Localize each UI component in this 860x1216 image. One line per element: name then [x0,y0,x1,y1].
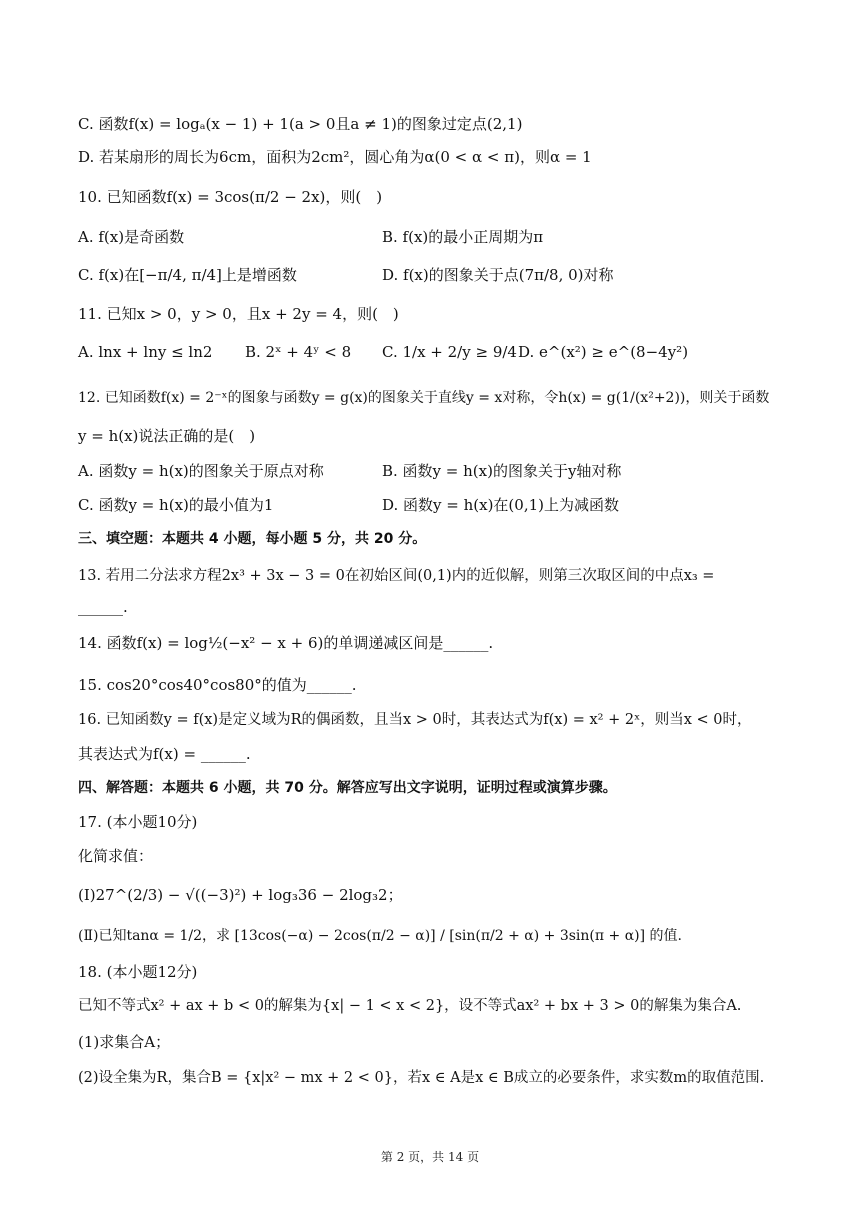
q12-option-b: B. 函数y = h(x)的图象关于y轴对称 [382,462,622,480]
q17-part-1: (Ⅰ)27^(2/3) − √((−3)²) + log₃36 − 2log₃2； [78,886,403,904]
section-3-heading: 三、填空题：本题共 4 小题，每小题 5 分，共 20 分。 [78,531,427,547]
q10-option-b: B. f(x)的最小正周期为π [382,228,544,246]
q10-option-d: D. f(x)的图象关于点(7π/8, 0)对称 [382,266,614,284]
q16-stem-line1: 16. 已知函数y = f(x)是定义域为R的偶函数，且当x > 0时，其表达式为f(x) = x² + 2ˣ，则当x < 0时， [78,712,752,728]
q16-stem-line2: 其表达式为f(x) = ______. [78,745,251,763]
page-footer: 第 2 页，共 14 页 [380,1150,480,1164]
q9-option-c: C. 函数f(x) = logₐ(x − 1) + 1(a > 0且a ≠ 1)的图象过定点(2,1) [78,115,523,133]
q18-part-1: (1)求集合A； [78,1033,171,1051]
q12-stem-line2: y = h(x)说法正确的是( ) [78,427,256,445]
q13-stem-line2: ______. [78,598,128,616]
q12-option-d: D. 函数y = h(x)在(0,1)上为减函数 [382,496,619,514]
q9-option-d: D. 若某扇形的周长为6cm，面积为2cm²，圆心角为α(0 < α < π)，则α = 1 [78,148,592,166]
q17-header: 17. (本小题10分) [78,813,198,831]
q17-part-2: (Ⅱ)已知tanα = 1/2，求 [13cos(−α) − 2cos(π/2 − α)] / [sin(π/2 + α) + 3sin(π + α)] 的值. [78,928,683,944]
q18-header: 18. (本小题12分) [78,963,198,981]
q11-option-d: D. e^(x²) ≥ e^(8−4y²) [518,343,689,361]
q18-part-2: (2)设全集为R，集合B = {x|x² − mx + 2 < 0}，若x ∈ A是x ∈ B成立的必要条件，求实数m的取值范围. [78,1070,765,1086]
q10-option-a: A. f(x)是奇函数 [78,228,185,246]
q12-option-c: C. 函数y = h(x)的最小值为1 [78,496,274,514]
q12-stem-line1: 12. 已知函数f(x) = 2⁻ˣ的图象与函数y = g(x)的图象关于直线y = x对称，令h(x) = g(1/(x²+2))，则关于函数 [78,390,770,406]
q12-option-a: A. 函数y = h(x)的图象关于原点对称 [78,462,324,480]
q17-intro: 化简求值： [78,847,154,865]
q11-option-c: C. 1/x + 2/y ≥ 9/4 [382,343,517,361]
q11-option-a: A. lnx + lny ≤ ln2 [78,343,213,361]
q11-option-b: B. 2ˣ + 4ʸ < 8 [245,343,352,361]
q14-stem: 14. 函数f(x) = log½(−x² − x + 6)的单调递减区间是______. [78,634,494,652]
q10-option-c: C. f(x)在[−π/4, π/4]上是增函数 [78,266,297,284]
q15-stem: 15. cos20°cos40°cos80°的值为______. [78,676,357,694]
q13-stem-line1: 13. 若用二分法求方程2x³ + 3x − 3 = 0在初始区间(0,1)内的近似解，则第三次取区间的中点x₃ = [78,568,715,584]
q18-intro: 已知不等式x² + ax + b < 0的解集为{x| − 1 < x < 2}，设不等式ax² + bx + 3 > 0的解集为集合A. [78,998,742,1014]
section-4-heading: 四、解答题：本题共 6 小题，共 70 分。解答应写出文字说明，证明过程或演算步骤。 [78,780,617,796]
q10-stem: 10. 已知函数f(x) = 3cos(π/2 − 2x)，则( ) [78,188,383,206]
q11-stem: 11. 已知x > 0，y > 0，且x + 2y = 4，则( ) [78,305,399,323]
